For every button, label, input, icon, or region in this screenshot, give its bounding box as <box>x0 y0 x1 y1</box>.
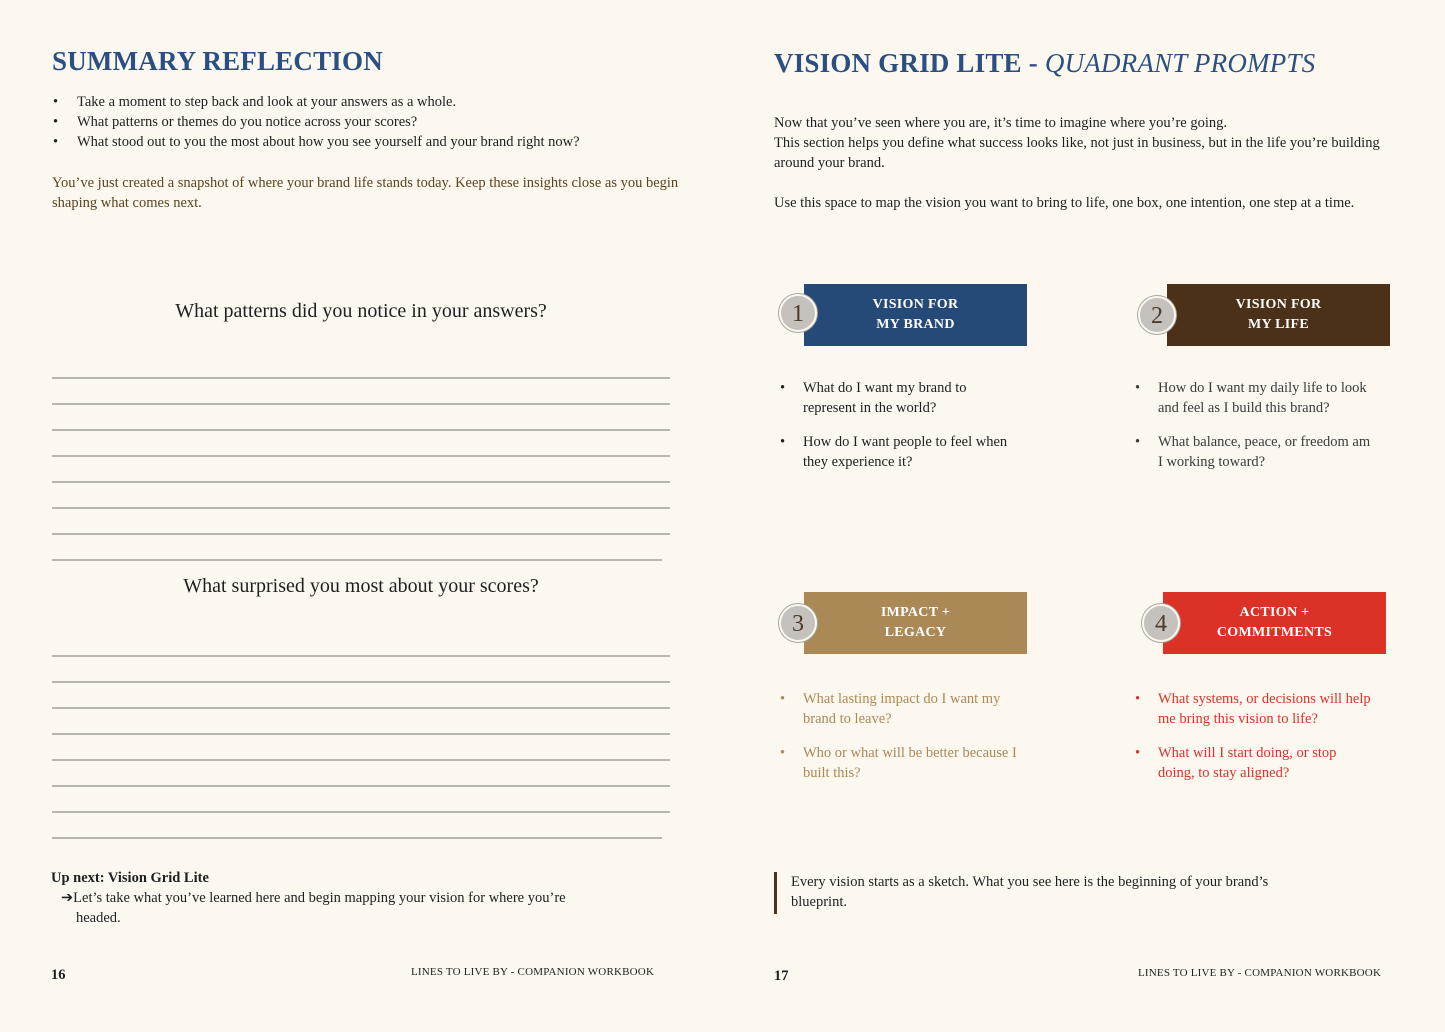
answer-lines-patterns[interactable] <box>52 377 670 585</box>
list-item: • What balance, peace, or freedom am I working toward? <box>1132 432 1372 472</box>
number-badge-2: 2 <box>1138 296 1176 334</box>
closing-quote: Every vision starts as a sketch. What you see here is the beginning of your brand’s blueprint. <box>774 872 1291 914</box>
up-next-body: ➔Let’s take what you’ve learned here and begin mapping your vision for where you’re headed. <box>61 890 566 926</box>
list-item: • How do I want my daily life to look and feel as I build this brand? <box>1132 378 1372 418</box>
list-item: • What stood out to you the most about how you see yourself and your brand right now? <box>51 132 691 152</box>
arrow-icon: ➔ <box>61 890 74 906</box>
list-item: • What lasting impact do I want my brand to leave? <box>777 689 1017 729</box>
quadrant-3-prompts <box>777 689 1017 797</box>
list-item: • What systems, or decisions will help me bring this vision to life? <box>1132 689 1372 729</box>
left-page <box>0 0 722 1032</box>
list-item: • Take a moment to step back and look at your answers as a whole. <box>51 92 691 112</box>
list-item: • How do I want people to feel when they experience it? <box>777 432 1017 472</box>
page-title: VISION GRID LITE - QUADRANT PROMPTS <box>774 48 1316 78</box>
intro-text: Now that you’ve seen where you are, it’s time to imagine where you’re going. This section helps you define what success looks like, not just in business, but in the life you’re building around your brand. Use this space to map the vision you want to bring to life, one box, one intention, one step at a time. <box>774 115 1380 211</box>
answer-lines-surprises[interactable] <box>52 655 670 863</box>
list-item: • What do I want my brand to represent in the world? <box>777 378 1017 418</box>
up-next-heading: Up next: Vision Grid Lite <box>51 870 209 886</box>
number-badge-4: 4 <box>1142 604 1180 642</box>
number-badge-3: 3 <box>779 604 817 642</box>
question-patterns: What patterns did you notice in your answers? <box>175 300 547 322</box>
quadrant-2-prompts <box>1132 378 1372 486</box>
quadrant-2-header: VISION FOR MY LIFE <box>1167 284 1390 346</box>
quadrant-4-prompts <box>1132 689 1372 797</box>
quadrant-1-header: VISION FOR MY BRAND <box>804 284 1027 346</box>
question-surprises: What surprised you most about your scores? <box>183 575 539 597</box>
up-next-section <box>51 868 586 928</box>
quadrant-4-header: ACTION + COMMITMENTS <box>1163 592 1386 654</box>
footer-text: LINES TO LIVE BY - COMPANION WORKBOOK <box>1138 967 1382 979</box>
quadrant-3-header: IMPACT + LEGACY <box>804 592 1027 654</box>
snapshot-text: You’ve just created a snapshot of where your brand life stands today. Keep these insights close as you begin shaping what comes next. <box>52 175 679 211</box>
footer-text: LINES TO LIVE BY - COMPANION WORKBOOK <box>411 966 655 978</box>
page-number: 17 <box>774 968 789 984</box>
reflection-bullets <box>51 92 691 152</box>
right-page <box>722 0 1445 1032</box>
page-number: 16 <box>51 967 66 983</box>
list-item: • Who or what will be better because I built this? <box>777 743 1017 783</box>
list-item: • What will I start doing, or stop doing, to stay aligned? <box>1132 743 1372 783</box>
number-badge-1: 1 <box>779 294 817 332</box>
list-item: • What patterns or themes do you notice across your scores? <box>51 112 691 132</box>
quadrant-1-prompts <box>777 378 1017 486</box>
page-title: SUMMARY REFLECTION <box>52 46 383 76</box>
